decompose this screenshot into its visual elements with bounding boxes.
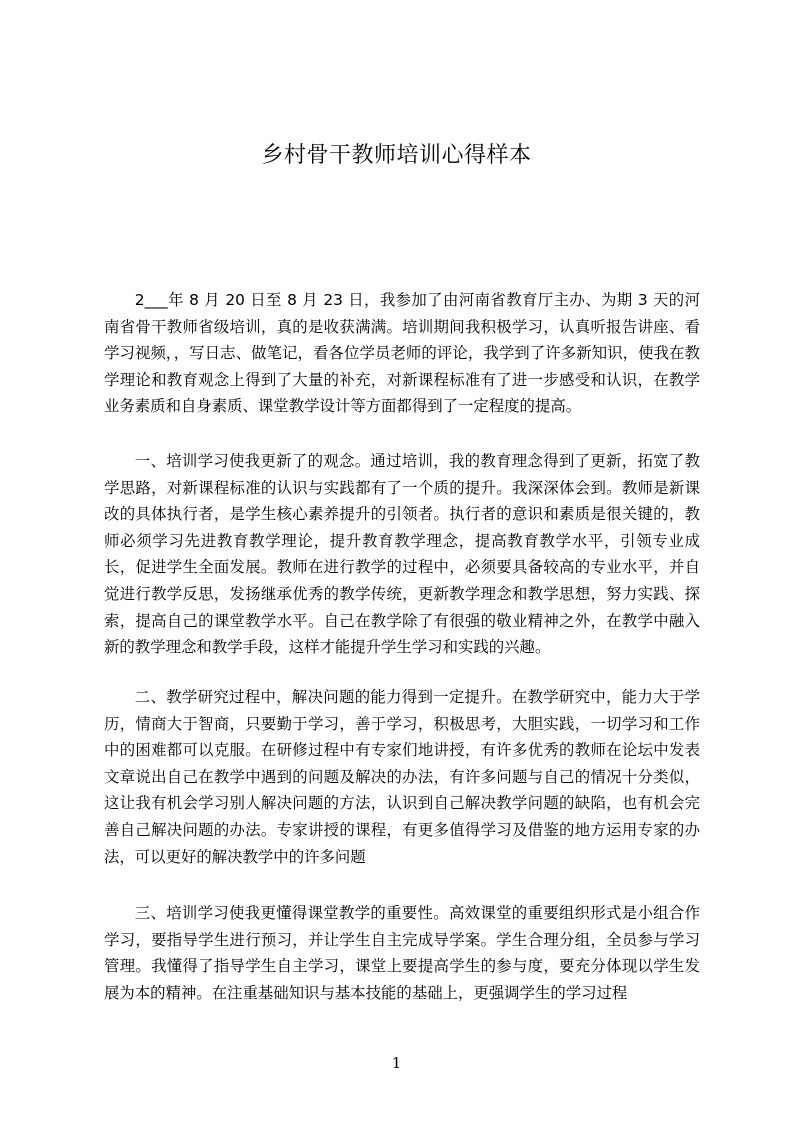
paragraph-section-3: 三、培训学习使我更懂得课堂教学的重要性。高效课堂的重要组织形式是小组合作学习，要指导学生进行预习，并让学生自主完成导学案。学生合理分组，全员参与学习管理。我懂得了指导学生自主学习，课堂上要提高学生的参与度，要充分体现以学生发展为本的精神。在注重基础知识与基本技能的基础上，更强调学生的学习过程	[104, 904, 700, 1002]
page-title: 乡村骨干教师培训心得样本	[261, 143, 532, 168]
paragraph-section-2: 二、教学研究过程中，解决问题的能力得到一定提升。在教学研究中，能力大于学历，情商大于智商，只要勤于学习，善于学习，积极思考，大胆实践，一切学习和工作中的困难都可以克服。在研修过程中有专家们地讲授，有许多优秀的教师在论坛中发表文章说出自己在教学中遇到的问题及解决的办法，有许多问题与自己的情况十分类似，这让我有机会学习别人解决问题的方法，认识到自己解决教学问题的缺陷，也有机会完善自己解决问题的办法。专家讲授的课程，有更多值得学习及借鉴的地方运用专家的办法，可以更好的解决教学中的许多问题	[104, 688, 700, 866]
paragraph-intro: 2___年 8 月 20 日至 8 月 23 日，我参加了由河南省教育厅主办、为期 3 天的河南省骨干教师省级培训，真的是收获满满。培训期间我积极学习，认真听报告讲座、看学习视频，，写日志、做笔记，看各位学员老师的评论，我学到了许多新知识，使我在教学理论和教育观念上得到了大量的补充，对新课程标准有了进一步感受和认识，在教学业务素质和自身素质、课堂教学设计等方面都得到了一定程度的提高。	[104, 291, 700, 416]
page-number: 1	[391, 1054, 402, 1072]
paragraph-section-1: 一、培训学习使我更新了的观念。通过培训，我的教育理念得到了更新，拓宽了教学思路，对新课程标准的认识与实践都有了一个质的提升。我深深体会到。教师是新课改的具体执行者，是学生核心素养提升的引领者。执行者的意识和素质是很关键的，教师必须学习先进教育教学理论，提升教育教学理念，提高教育教学水平，引领专业成长，促进学生全面发展。教师在进行教学的过程中，必须要具备较高的专业水平，并自觉进行教学反思，发扬继承优秀的教学传统，更新教学理念和教学思想，努力实践、探索，提高自己的课堂教学水平。自己在教学除了有很强的敬业精神之外，在教学中融入新的教学理念和教学手段，这样才能提升学生学习和实践的兴趣。	[104, 452, 700, 657]
